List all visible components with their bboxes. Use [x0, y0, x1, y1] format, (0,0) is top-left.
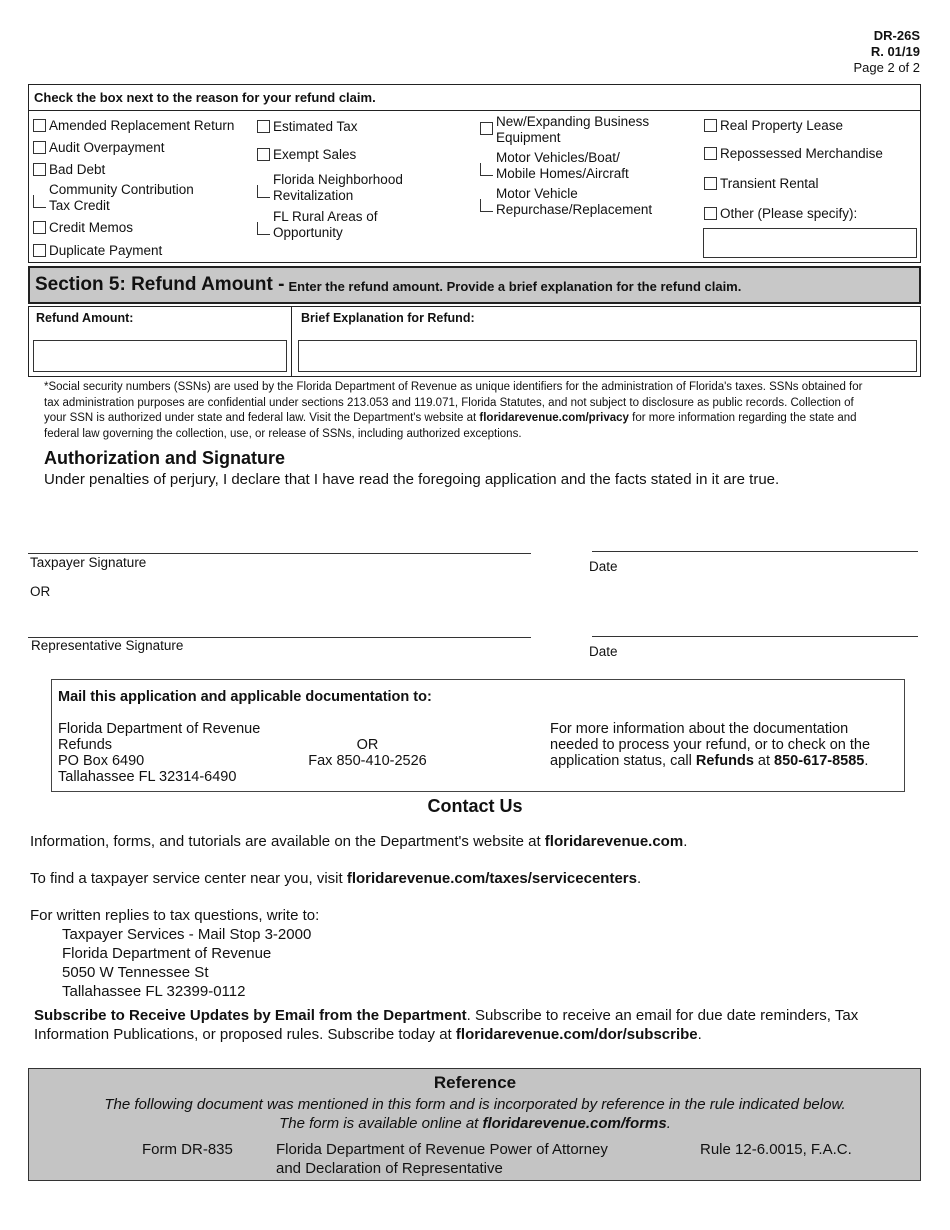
representative-date-line[interactable]	[592, 636, 918, 637]
section-5-title: Section 5: Refund Amount -	[35, 274, 285, 295]
reason-florida-neighborhood-revitalization[interactable]: Florida Neighborhood Revitalization	[257, 172, 403, 204]
refund-amount-label: Refund Amount:	[36, 311, 134, 325]
checkbox[interactable]	[704, 207, 717, 220]
reason-repossessed-merchandise[interactable]: Repossessed Merchandise	[704, 146, 883, 162]
checkbox[interactable]	[33, 195, 46, 208]
checkbox[interactable]	[33, 221, 46, 234]
mail-title: Mail this application and applicable documentation to:	[58, 689, 432, 705]
checkbox[interactable]	[480, 199, 493, 212]
checkbox[interactable]	[257, 185, 270, 198]
mailing-address: Florida Department of Revenue Refunds PO Box 6490 Tallahassee FL 32314-6490	[58, 721, 261, 785]
other-specify-input[interactable]	[703, 228, 917, 258]
checkbox[interactable]	[33, 163, 46, 176]
refund-amount-input[interactable]	[33, 340, 287, 372]
fax-option: OR Fax 850-410-2526	[308, 737, 427, 769]
service-centers-link[interactable]: floridarevenue.com/taxes/servicecenters	[346, 870, 637, 887]
refund-explanation-label: Brief Explanation for Refund:	[301, 311, 475, 325]
taxpayer-signature-line[interactable]	[28, 553, 531, 554]
service-center-info: To find a taxpayer service center near you, visit floridarevenue.com/taxes/servicecenters.	[30, 870, 642, 887]
reason-amended-replacement-return[interactable]: Amended Replacement Return	[33, 118, 234, 134]
page-number: Page 2 of 2	[853, 60, 920, 75]
or-label: OR	[30, 584, 51, 599]
section-5-description: Enter the refund amount. Provide a brief explanation for the refund claim.	[288, 279, 742, 294]
checkbox[interactable]	[33, 119, 46, 132]
reason-community-contribution-tax-credit[interactable]: Community Contribution Tax Credit	[33, 182, 194, 214]
checkbox[interactable]	[704, 147, 717, 160]
checkbox[interactable]	[257, 148, 270, 161]
written-replies-intro: For written replies to tax questions, write to:	[30, 907, 320, 924]
reference-rule: Rule 12-6.0015, F.A.C.	[700, 1141, 852, 1158]
reference-description: The following document was mentioned in this form and is incorporated by reference in the rule indicated below. The form is available online at floridarevenue.com/forms.	[104, 1096, 846, 1132]
checkbox[interactable]	[33, 141, 46, 154]
reason-motor-vehicles-boat-mobile-homes-aircraft[interactable]: Motor Vehicles/Boat/ Mobile Homes/Aircraft	[480, 150, 629, 182]
form-id: DR-26S	[873, 28, 920, 43]
ssn-notice: *Social security numbers (SSNs) are used by the Florida Department of Revenue as unique identifiers for the administration of Florida's taxes. SSNs obtained for tax administration purposes are confidential under sections 213.053 and 119.071, Florida Statutes, and not subject to disclosure as public records. Collection of your SSN is authorized under state and federal law. Visit the Department's website at floridarevenue.com/privacy for more information regarding the state and federal law governing the collection, use, or release of SSNs, including authorized exceptions.	[44, 381, 863, 440]
reason-bad-debt[interactable]: Bad Debt	[33, 162, 105, 178]
divider	[28, 110, 921, 111]
forms-link[interactable]: floridarevenue.com/forms	[482, 1115, 667, 1132]
authorization-title: Authorization and Signature	[44, 448, 285, 468]
authorization-statement: Under penalties of perjury, I declare that I have read the foregoing application and the facts stated in it are true.	[44, 471, 780, 488]
reference-title: Reference	[433, 1073, 517, 1092]
reason-credit-memos[interactable]: Credit Memos	[33, 220, 133, 236]
website-info: Information, forms, and tutorials are available on the Department's website at floridarevenue.com.	[30, 833, 688, 850]
checkbox[interactable]	[480, 163, 493, 176]
website-link[interactable]: floridarevenue.com	[544, 833, 684, 850]
form-revision: R. 01/19	[870, 44, 920, 59]
divider	[291, 306, 292, 377]
checkbox[interactable]	[480, 122, 493, 135]
reason-fl-rural-areas-of-opportunity[interactable]: FL Rural Areas of Opportunity	[257, 209, 378, 241]
representative-signature-label: Representative Signature	[31, 638, 184, 653]
refund-reasons-title: Check the box next to the reason for your refund claim.	[34, 90, 376, 105]
section-5-header	[28, 266, 921, 304]
refund-explanation-input[interactable]	[298, 340, 917, 372]
privacy-link[interactable]: floridarevenue.com/privacy	[479, 412, 629, 424]
taxpayer-signature-label: Taxpayer Signature	[30, 555, 147, 570]
reason-exempt-sales[interactable]: Exempt Sales	[257, 147, 356, 163]
reason-other[interactable]: Other (Please specify):	[704, 206, 857, 222]
subscribe-link[interactable]: floridarevenue.com/dor/subscribe	[455, 1026, 698, 1043]
checkbox[interactable]	[704, 119, 717, 132]
checkbox[interactable]	[33, 244, 46, 257]
refund-info-text: For more information about the documentation needed to process your refund, or to check on the application status, call Refunds at 850-617-8585.	[550, 721, 871, 769]
taxpayer-date-line[interactable]	[592, 551, 918, 552]
reason-transient-rental[interactable]: Transient Rental	[704, 176, 819, 192]
checkbox[interactable]	[704, 177, 717, 190]
representative-date-label: Date	[589, 644, 618, 659]
written-replies-address: Taxpayer Services - Mail Stop 3-2000 Florida Department of Revenue 5050 W Tennessee St Tallahassee FL 32399-0112	[62, 926, 312, 1000]
taxpayer-date-label: Date	[589, 559, 618, 574]
reason-real-property-lease[interactable]: Real Property Lease	[704, 118, 843, 134]
reason-motor-vehicle-repurchase-replacement[interactable]: Motor Vehicle Repurchase/Replacement	[480, 186, 652, 218]
checkbox[interactable]	[257, 120, 270, 133]
reference-form-number: Form DR-835	[142, 1141, 233, 1158]
checkbox[interactable]	[257, 222, 270, 235]
reason-estimated-tax[interactable]: Estimated Tax	[257, 119, 358, 135]
reference-form-title: Florida Department of Revenue Power of Attorney and Declaration of Representative	[276, 1141, 608, 1177]
reason-duplicate-payment[interactable]: Duplicate Payment	[33, 243, 162, 259]
subscribe-info: Subscribe to Receive Updates by Email from the Department. Subscribe to receive an email for due date reminders, Tax Information Publications, or proposed rules. Subscribe today at floridarevenue.com/dor/subscribe.	[34, 1007, 859, 1043]
form-header	[854, 28, 921, 76]
reason-new-expanding-business-equipment[interactable]: New/Expanding Business Equipment	[480, 114, 649, 146]
refunds-phone: 850-617-8585	[774, 753, 865, 769]
reason-audit-overpayment[interactable]: Audit Overpayment	[33, 140, 165, 156]
contact-title: Contact Us	[427, 796, 523, 816]
